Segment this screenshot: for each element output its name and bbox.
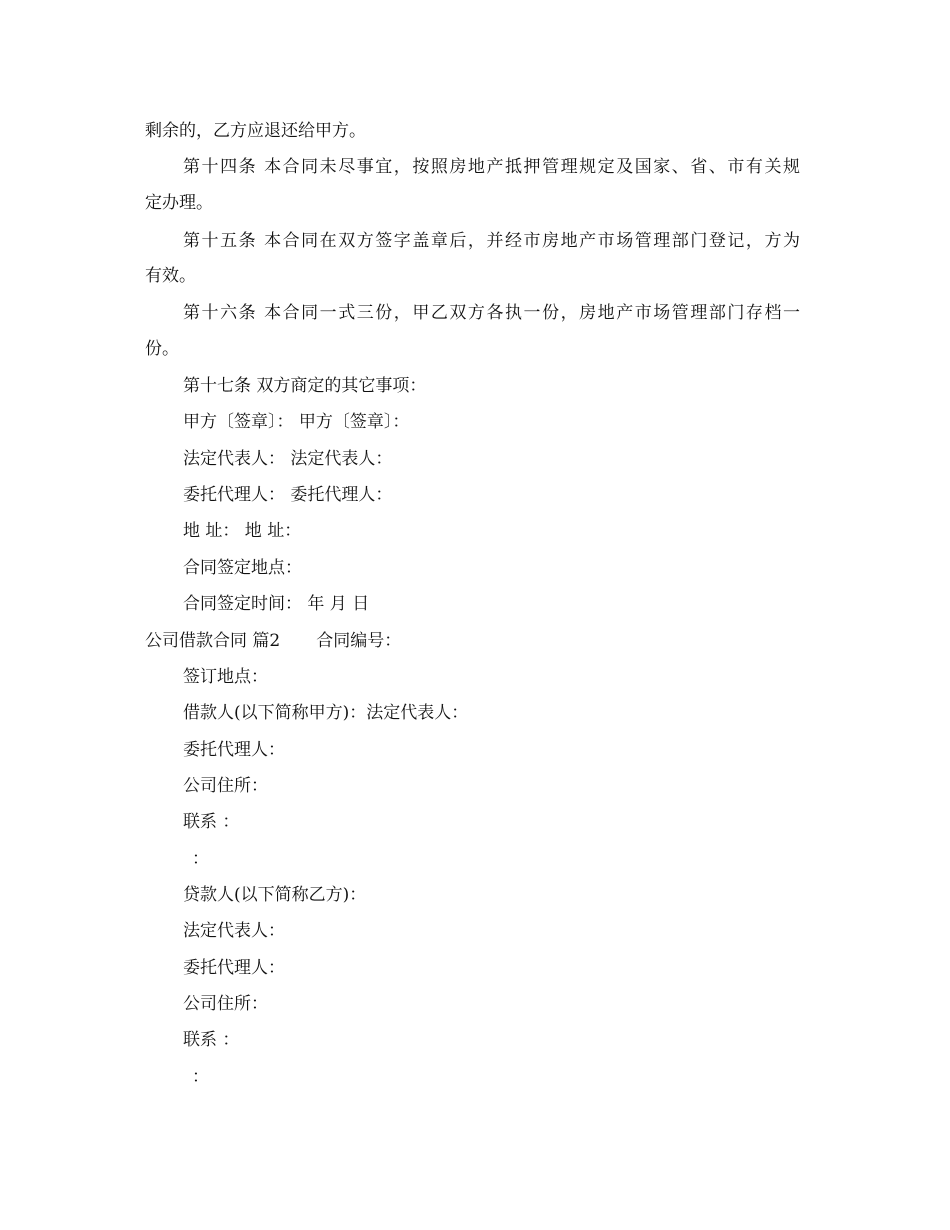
article-14-line-2: 定办理。: [145, 193, 213, 213]
article-14-text: 第十四条 本合同未尽事宜，按照房地产抵押管理规定及国家、省、市有关规: [183, 157, 800, 177]
address-line: 地 址： 地 址：: [183, 521, 302, 541]
article-16-text: 第十六条 本合同一式三份，甲乙双方各执一份，房地产市场管理部门存档一: [183, 303, 800, 323]
lender-contact-continuation: ：: [192, 1067, 209, 1087]
legal-representative-line: 法定代表人： 法定代表人：: [183, 449, 393, 469]
lender-address-line: 公司住所：: [183, 994, 268, 1014]
lender-line: 贷款人(以下简称乙方)：: [183, 885, 367, 905]
borrower-line: 借款人(以下简称甲方)：法定代表人：: [183, 703, 469, 723]
contract-number-label: 合同编号：: [316, 631, 402, 651]
authorized-agent-line: 委托代理人： 委托代理人：: [183, 485, 393, 505]
article-14-line-1: [183, 157, 800, 177]
party-a-signature-line: 甲方〔签章〕： 甲方〔签章〕：: [183, 412, 410, 432]
borrower-contact-line: 联系 ：: [183, 812, 240, 832]
article-17-line: 第十七条 双方商定的其它事项：: [183, 376, 427, 396]
lender-contact-line: 联系 ：: [183, 1030, 240, 1050]
article-15-line-1: [183, 231, 800, 251]
signing-place-line: 合同签定地点：: [183, 558, 302, 578]
text-line: 剩余的，乙方应退还给甲方。: [145, 121, 366, 141]
lender-legal-representative-line: 法定代表人：: [183, 921, 285, 941]
section-title: 公司借款合同 篇2: [145, 631, 281, 651]
lender-agent-line: 委托代理人：: [183, 958, 285, 978]
article-16-line-2: 份。: [145, 339, 179, 359]
article-16-line-1: [183, 303, 800, 323]
borrower-contact-continuation: ：: [192, 849, 209, 869]
borrower-address-line: 公司住所：: [183, 776, 268, 796]
borrower-agent-line: 委托代理人：: [183, 740, 285, 760]
article-15-line-2: 有效。: [145, 266, 196, 286]
article-15-text: 第十五条 本合同在双方签字盖章后，并经市房地产市场管理部门登记，方为: [183, 231, 800, 251]
signing-location-line: 签订地点：: [183, 667, 268, 687]
signing-date-line: 合同签定时间： 年 月 日: [183, 594, 370, 614]
section-heading-line: [145, 631, 810, 651]
